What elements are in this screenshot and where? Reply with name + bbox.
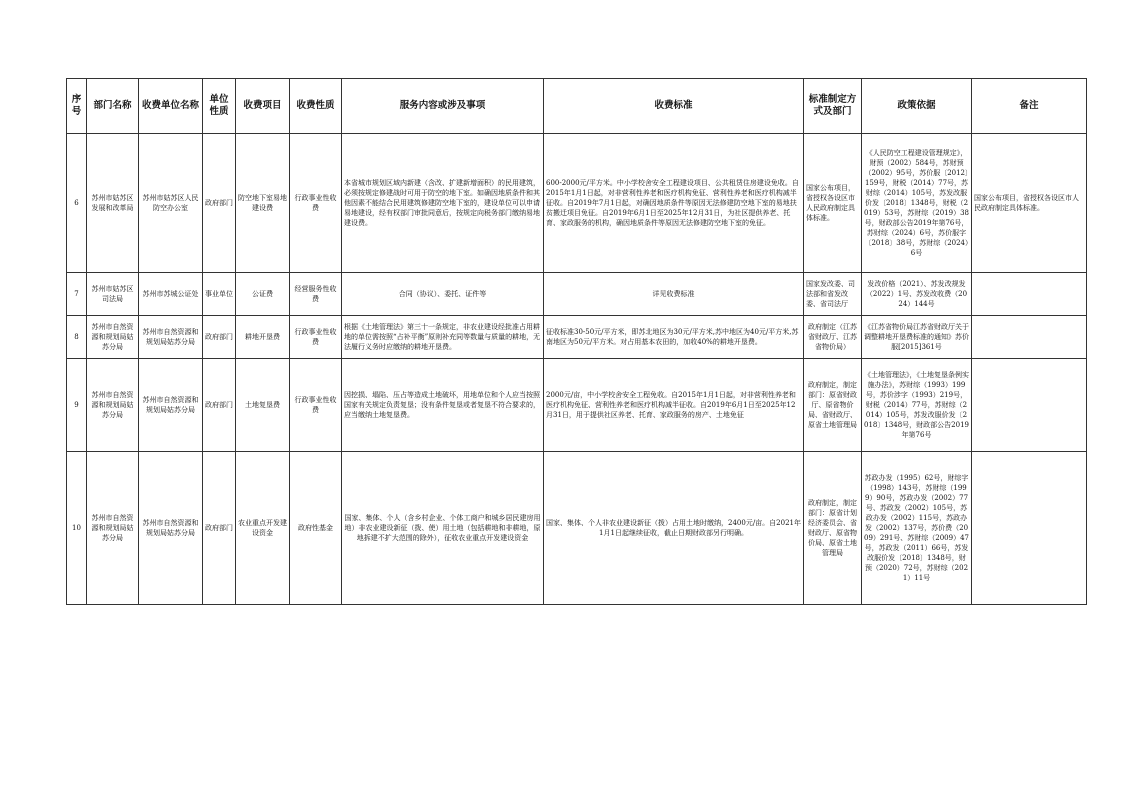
cell-setter: 政府制定（江苏省财政厅、江苏省物价局） <box>804 316 862 359</box>
cell-standard: 征收标准30-50元/平方米，即苏北地区为30元/平方米,苏中地区为40元/平方米,苏南地区为50元/平方米。对占用基本农田的，加收40%的耕地开垦费。 <box>544 316 804 359</box>
cell-setter: 国家公布项目，省授权各设区市人民政府制定具体标准。 <box>804 134 862 273</box>
cell-setter: 政府制定，制定部门：原省计划经济委员会、省财政厅、原省物价局、原省土地管理局 <box>804 452 862 605</box>
cell-fee-type: 行政事业性收费 <box>290 359 342 452</box>
cell-standard: 详见收费标准 <box>544 273 804 316</box>
cell-nature: 政府部门 <box>203 359 236 452</box>
cell-fee-type: 行政事业性收费 <box>290 134 342 273</box>
cell-seq: 9 <box>67 359 87 452</box>
cell-content: 本省城市规划区域内新建（含改、扩建新增面积）的民用建筑，必须按规定修建战时可用于防空的地下室。如确因地质条件和其他因素不能结合民用建筑修建防空地下室的，建设单位可以申请易地建设，经有权部门审批同意后，按规定向税务部门缴纳易地建设费。 <box>342 134 544 273</box>
cell-basis: 《土地管理法》，《土地复垦条例实施办法》，苏财综（1993）199号，苏价涉字（1993）219号，财税（2014）77号，苏财综（2014）105号，苏发改服价发〔2018〕1348号，财政部公告2019年第76号 <box>862 359 972 452</box>
header-note: 备注 <box>972 79 1087 134</box>
cell-content: 合同（协议）、委托、证件等 <box>342 273 544 316</box>
cell-item: 公证费 <box>236 273 290 316</box>
cell-item: 土地复垦费 <box>236 359 290 452</box>
cell-basis: 《人民防空工程建设管理规定》，财预（2002）584号，苏财预（2002）95号，苏价服〔2012〕159号，财税（2014）77号，苏财综（2014）105号，苏发改服价发〔2018〕1348号，财税（2019）53号，苏财综（2019）38号，财政部公告2019年第76号，苏财综（2024）6号，苏价服字〔2018〕38号，苏财综（2024）6号 <box>862 134 972 273</box>
cell-standard: 国家、集体、个人非农业建设新征（拨）占用土地时缴纳，2400元/亩。自2021年1月1日起继续征收，截止日期财政部另行明确。 <box>544 452 804 605</box>
header-content: 服务内容或涉及事项 <box>342 79 544 134</box>
cell-unit: 苏州市自然资源和规划局姑苏分局 <box>139 452 203 605</box>
cell-dept: 苏州市姑苏区发展和改革局 <box>87 134 139 273</box>
cell-seq: 7 <box>67 273 87 316</box>
cell-item: 耕地开垦费 <box>236 316 290 359</box>
cell-nature: 事业单位 <box>203 273 236 316</box>
header-setter: 标准制定方式及部门 <box>804 79 862 134</box>
cell-nature: 政府部门 <box>203 134 236 273</box>
table-row <box>67 134 1087 273</box>
cell-content: 国家、集体、个人（含乡村企业、个体工商户和城乡居民建房用地）非农业建设新征（拨、使）用土地（包括耕地和非耕地，原地拆建不扩大范围的除外），征收农业重点开发建设资金 <box>342 452 544 605</box>
table-row <box>67 316 1087 359</box>
cell-note: 国家公布项目，省授权各设区市人民政府制定具体标准。 <box>972 134 1087 273</box>
cell-unit: 苏州市自然资源和规划局姑苏分局 <box>139 316 203 359</box>
cell-content: 因挖损、塌陷、压占等造成土地破坏，用地单位和个人应当按照国家有关规定负责复垦；没有条件复垦或者复垦不符合要求的，应当缴纳土地复垦费。 <box>342 359 544 452</box>
cell-note <box>972 316 1087 359</box>
cell-fee-type: 政府性基金 <box>290 452 342 605</box>
cell-dept: 苏州市姑苏区司法局 <box>87 273 139 316</box>
cell-nature: 政府部门 <box>203 316 236 359</box>
cell-basis: 苏政办发（1995）62号，财综字（1998）143号，苏财综（1999）90号，苏政办发（2002）77号、苏政发（2002）105号，苏政办发（2002）115号，苏政办发（2002）137号，苏价费（2009）291号、苏财综（2009）47号，苏政发（2011）66号，苏发改服价发〔2018〕1348号，财预（2020）72号，苏财综（2021）11号 <box>862 452 972 605</box>
table-row <box>67 359 1087 452</box>
cell-unit: 苏州市苏城公证处 <box>139 273 203 316</box>
cell-seq: 6 <box>67 134 87 273</box>
cell-nature: 政府部门 <box>203 452 236 605</box>
cell-content: 根据《土地管理法》第三十一条规定，非农业建设经批准占用耕地的单位需按照“占补平衡”原则补充同等数量与质量的耕地，无法履行义务时应缴纳的耕地开垦费。 <box>342 316 544 359</box>
header-item: 收费项目 <box>236 79 290 134</box>
cell-standard: 600-2000元/平方米。中小学校舍安全工程建设项目、公共租赁住房建设免收。自2015年1月1日起，对非营利性养老和医疗机构免征、营利性养老和医疗机构减半征收。自2019年7月1日起，对确因地质条件等原因无法修建防空地下室的易地扶贫搬迁项目免征。自2019年6月1日至2025年12月31日，为社区提供养老、托育、家政服务的机构，确因地质条件等原因无法修建防空地下室的免征。 <box>544 134 804 273</box>
cell-setter: 政府制定，制定部门：原省财政厅、原省物价局、省财政厅、原省土地管理局 <box>804 359 862 452</box>
fee-table <box>66 78 1087 605</box>
header-row <box>67 79 1087 134</box>
cell-standard: 2000元/亩，中小学校舍安全工程免收。自2015年1月1日起，对非营利性养老和医疗机构免征、营利性养老和医疗机构减半征收。自2019年6月1日至2025年12月31日，用于提供社区养老、托育、家政服务的房产、土地免征 <box>544 359 804 452</box>
cell-note <box>972 359 1087 452</box>
cell-dept: 苏州市自然资源和规划局姑苏分局 <box>87 359 139 452</box>
table-row <box>67 452 1087 605</box>
cell-item: 农业重点开发建设资金 <box>236 452 290 605</box>
table-row <box>67 273 1087 316</box>
cell-unit: 苏州市姑苏区人民防空办公室 <box>139 134 203 273</box>
cell-seq: 8 <box>67 316 87 359</box>
cell-dept: 苏州市自然资源和规划局姑苏分局 <box>87 452 139 605</box>
header-fee-type: 收费性质 <box>290 79 342 134</box>
cell-note <box>972 273 1087 316</box>
cell-item: 防空地下室易地建设费 <box>236 134 290 273</box>
header-dept: 部门名称 <box>87 79 139 134</box>
header-seq: 序号 <box>67 79 87 134</box>
cell-fee-type: 经营服务性收费 <box>290 273 342 316</box>
cell-setter: 国家发改委、司法部和省发改委、省司法厅 <box>804 273 862 316</box>
header-nature: 单位性质 <box>203 79 236 134</box>
cell-basis: 《江苏省物价局江苏省财政厅关于调整耕地开垦费标准的通知》苏价服[2015]361号 <box>862 316 972 359</box>
header-basis: 政策依据 <box>862 79 972 134</box>
cell-fee-type: 行政事业性收费 <box>290 316 342 359</box>
cell-seq: 10 <box>67 452 87 605</box>
cell-basis: 发改价格（2021）、苏发改规发（2022）1号、苏发改收费（2024）144号 <box>862 273 972 316</box>
cell-note <box>972 452 1087 605</box>
cell-dept: 苏州市自然资源和规划局姑苏分局 <box>87 316 139 359</box>
header-unit: 收费单位名称 <box>139 79 203 134</box>
cell-unit: 苏州市自然资源和规划局姑苏分局 <box>139 359 203 452</box>
header-standard: 收费标准 <box>544 79 804 134</box>
